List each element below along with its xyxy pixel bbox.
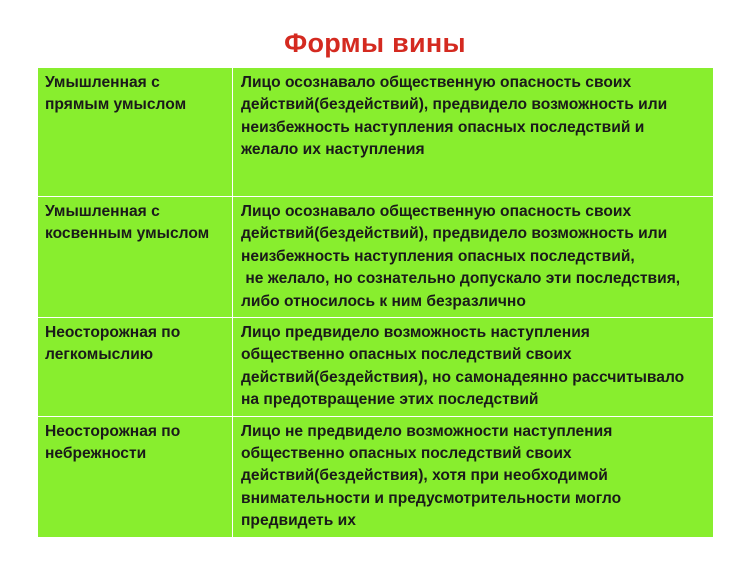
description-line: действий(бездействий), предвидело возможность или <box>241 96 668 114</box>
description-line: действий(бездействия), но самонадеянно рассчитывало <box>241 368 685 386</box>
description-cell <box>233 416 714 537</box>
form-cell <box>38 318 233 417</box>
description-cell <box>233 318 714 417</box>
description-line: Лицо не предвидело возможности наступления <box>241 422 613 440</box>
description-line: неизбежность наступления опасных последствий и <box>241 118 645 136</box>
description-line: общественно опасных последствий своих <box>241 346 572 364</box>
form-label-line: Умышленная с <box>45 74 160 91</box>
form-label-line: Неосторожная по <box>45 422 181 440</box>
description-line: либо относилось к ним безразлично <box>241 292 526 310</box>
table-row <box>38 318 714 417</box>
table-row <box>38 68 714 197</box>
form-label-line: косвенным умыслом <box>45 225 210 243</box>
form-cell <box>38 416 233 537</box>
form-label-line: Умышленная с <box>45 203 160 220</box>
description-line: неизбежность наступления опасных последствий, <box>241 247 635 265</box>
form-cell <box>38 197 233 318</box>
description-line: предвидеть их <box>241 512 356 530</box>
slide-title: Формы вины <box>284 28 466 58</box>
description-line: Лицо предвидело возможность наступления <box>241 324 590 342</box>
description-line: не желало, но сознательно допускало эти последствия, <box>241 270 681 288</box>
description-line: действий(бездействий), предвидело возможность или <box>241 225 668 243</box>
form-cell <box>38 68 233 197</box>
description-line: на предотвращение этих последствий <box>241 391 539 409</box>
description-line: действий(бездействия), хотя при необходимой <box>241 467 608 485</box>
description-line: желало их наступления <box>241 141 425 159</box>
form-label-line: легкомыслию <box>45 346 154 364</box>
form-label-line: небрежности <box>45 445 147 463</box>
description-line: Лицо осознавало общественную опасность своих <box>241 203 632 220</box>
form-label-line: прямым умыслом <box>45 96 187 114</box>
description-cell <box>233 68 714 197</box>
description-line: общественно опасных последствий своих <box>241 445 572 463</box>
table-row <box>38 416 714 537</box>
form-label-line: Неосторожная по <box>45 324 181 342</box>
forms-of-guilt-table <box>37 67 714 538</box>
description-line: Лицо осознавало общественную опасность своих <box>241 74 632 91</box>
description-line: внимательности и предусмотрительности могло <box>241 489 622 507</box>
table-row <box>38 197 714 318</box>
description-cell <box>233 197 714 318</box>
